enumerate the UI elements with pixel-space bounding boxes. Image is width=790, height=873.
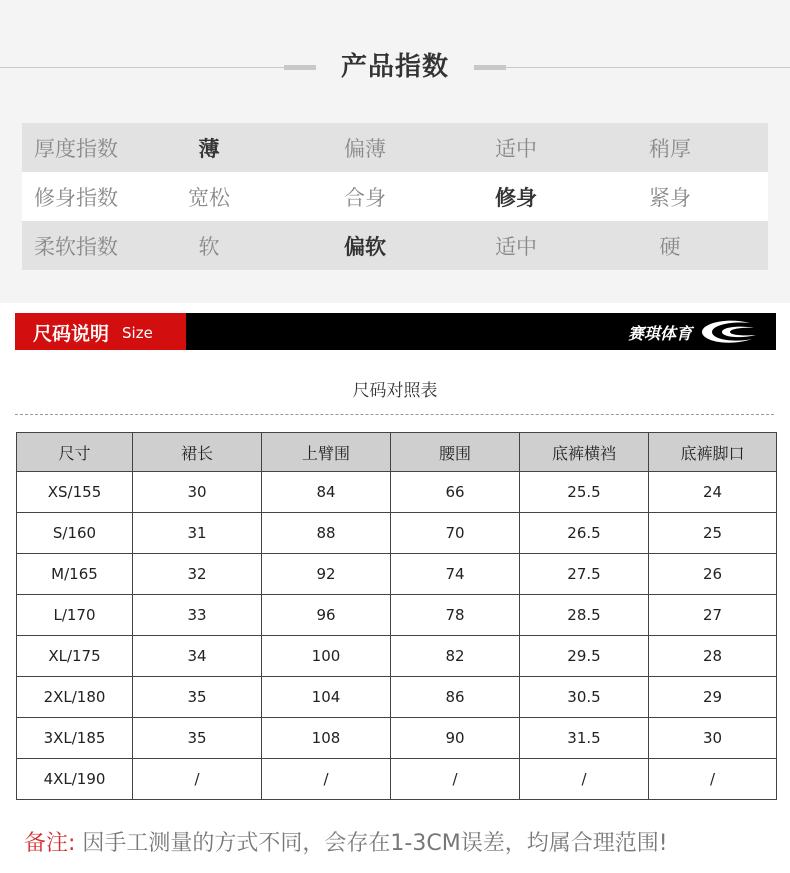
table-cell: 30: [649, 718, 777, 759]
table-row: [17, 595, 777, 636]
size-title-en: Size: [122, 324, 153, 342]
table-cell: XL/175: [17, 636, 133, 677]
note-text: 因手工测量的方式不同，会存在1-3CM误差，均属合理范围!: [82, 831, 668, 856]
index-option: 合身: [344, 185, 386, 210]
table-cell: 34: [133, 636, 262, 677]
brand-name: 赛琪体育: [627, 324, 692, 343]
column-header: 底裤脚口: [649, 433, 777, 472]
table-cell: 90: [391, 718, 520, 759]
table-header-row: [17, 433, 777, 472]
dashed-divider: [15, 414, 774, 415]
table-cell: /: [133, 759, 262, 800]
table-cell: /: [262, 759, 391, 800]
brand-logo-icon: [698, 319, 758, 345]
index-option-selected: 薄: [198, 136, 220, 161]
table-cell: 92: [262, 554, 391, 595]
table-cell: /: [649, 759, 777, 800]
table-cell: 100: [262, 636, 391, 677]
table-cell: 32: [133, 554, 262, 595]
table-cell: 25.5: [520, 472, 649, 513]
table-row: [17, 636, 777, 677]
table-cell: 35: [133, 677, 262, 718]
table-cell: 27.5: [520, 554, 649, 595]
table-cell: 26.5: [520, 513, 649, 554]
size-section-bar: [15, 313, 776, 350]
table-cell: 3XL/185: [17, 718, 133, 759]
table-cell: 33: [133, 595, 262, 636]
table-cell: 30: [133, 472, 262, 513]
index-option: 硬: [659, 234, 681, 259]
table-cell: L/170: [17, 595, 133, 636]
table-cell: /: [391, 759, 520, 800]
size-table-title: 尺码对照表: [352, 381, 438, 401]
table-row: [17, 718, 777, 759]
table-cell: 74: [391, 554, 520, 595]
table-cell: 31: [133, 513, 262, 554]
index-option: 适中: [495, 234, 537, 259]
table-cell: 70: [391, 513, 520, 554]
table-cell: 28.5: [520, 595, 649, 636]
table-cell: 88: [262, 513, 391, 554]
column-header: 尺寸: [17, 433, 133, 472]
index-label: 柔软指数: [34, 234, 118, 259]
index-option: 软: [198, 234, 220, 259]
table-cell: M/165: [17, 554, 133, 595]
size-chart-table: [16, 432, 777, 800]
table-row: [17, 513, 777, 554]
index-label: 厚度指数: [34, 136, 118, 161]
index-option-selected: 修身: [495, 185, 537, 210]
index-option: 宽松: [188, 185, 230, 210]
index-label: 修身指数: [34, 185, 118, 210]
table-cell: XS/155: [17, 472, 133, 513]
table-row: [17, 759, 777, 800]
header-dash-right: [474, 65, 506, 70]
index-option: 紧身: [649, 185, 691, 210]
table-row: [17, 554, 777, 595]
table-cell: 78: [391, 595, 520, 636]
table-cell: 25: [649, 513, 777, 554]
table-cell: 108: [262, 718, 391, 759]
index-table: [22, 123, 768, 270]
index-row-fit: [22, 172, 768, 221]
table-cell: 35: [133, 718, 262, 759]
table-cell: 27: [649, 595, 777, 636]
product-index-section: [0, 0, 790, 303]
table-cell: 24: [649, 472, 777, 513]
table-row: [17, 472, 777, 513]
column-header: 裙长: [133, 433, 262, 472]
column-header: 腰围: [391, 433, 520, 472]
measurement-note: [24, 826, 668, 857]
index-row-softness: [22, 221, 768, 270]
page-title: 产品指数: [340, 52, 449, 82]
table-cell: 31.5: [520, 718, 649, 759]
table-cell: 29.5: [520, 636, 649, 677]
table-cell: 29: [649, 677, 777, 718]
size-section-label: [15, 313, 186, 350]
index-option: 偏薄: [344, 136, 386, 161]
table-cell: 26: [649, 554, 777, 595]
note-label: 备注:: [24, 831, 76, 856]
table-cell: 84: [262, 472, 391, 513]
table-cell: 66: [391, 472, 520, 513]
table-row: [17, 677, 777, 718]
table-cell: 28: [649, 636, 777, 677]
index-option: 稍厚: [649, 136, 691, 161]
column-header: 底裤横裆: [520, 433, 649, 472]
table-cell: 30.5: [520, 677, 649, 718]
column-header: 上臂围: [262, 433, 391, 472]
index-option: 适中: [495, 136, 537, 161]
header-divider-left: [0, 67, 284, 68]
table-cell: /: [520, 759, 649, 800]
table-cell: 104: [262, 677, 391, 718]
index-option-selected: 偏软: [344, 234, 386, 259]
size-title-cn: 尺码说明: [33, 323, 110, 345]
table-cell: 82: [391, 636, 520, 677]
table-cell: 4XL/190: [17, 759, 133, 800]
table-cell: 96: [262, 595, 391, 636]
table-cell: S/160: [17, 513, 133, 554]
index-row-thickness: [22, 123, 768, 172]
table-cell: 2XL/180: [17, 677, 133, 718]
header-divider-right: [506, 67, 790, 68]
table-cell: 86: [391, 677, 520, 718]
